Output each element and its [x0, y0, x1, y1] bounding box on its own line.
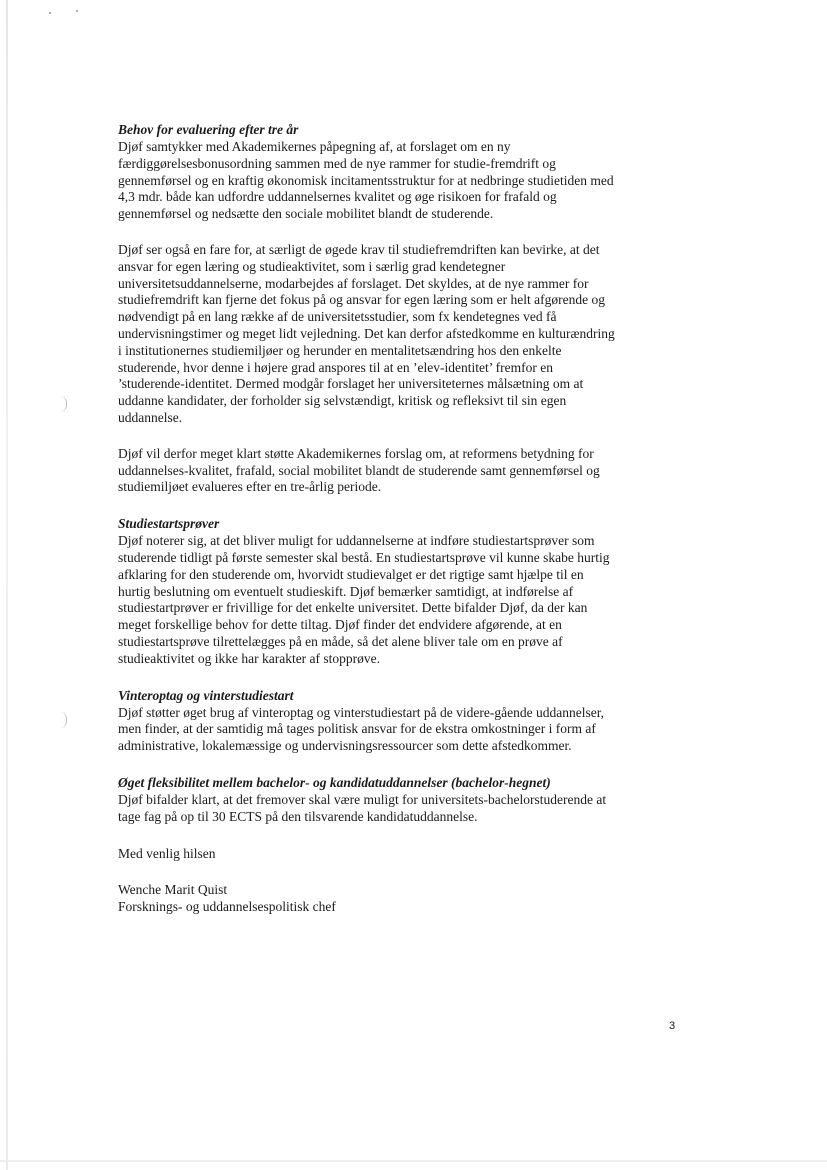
- section-flexibility: [118, 775, 618, 826]
- scan-bottom-edge: [0, 1160, 827, 1162]
- signature-block: [118, 881, 618, 915]
- paragraph: Djøf bifalder klart, at det fremover skal være muligt for universitets-bachelorstuderende at tage fag på op til 30 ECTS på den tilsvarende kandidatuddannelse.: [118, 791, 607, 824]
- paragraph: Djøf ser også en fare for, at særligt de øgede krav til studiefremdriften kan bevirke, at det ansvar for egen læring og studieaktivitet, som i særlig grad kendetegner universitetsuddannelserne, modarbejdes af forslaget. Det skyldes, at de nye rammer for studiefremdrift kan fjerne det fokus på og ansvar for egen læring som er helt afgørende og nødvendigt på en lang række af de universitetsstudier, som fx kendetegnes ved få undervisningstimer og meget lidt vejledning. Det kan derfor afstedkomme en kulturændring i institutionernes studiemiljøer og herunder en mentalitetsændring hos den enkelte studerende, hvor denne i højere grad anspores til at en ’elev-identitet’ fremfor en ’studerende-identitet. Dermed modgår forslaget her universiteternes målsætning om at uddanne kandidater, der forholder sig selvstændigt, kritisk og refleksivt til sin egen uddannelse.: [118, 241, 615, 425]
- section-heading: Øget fleksibilitet mellem bachelor- og kandidatuddannelser (bachelor-hegnet): [118, 774, 551, 790]
- section-heading: Studiestartsprøver: [118, 516, 220, 532]
- paragraph: Djøf samtykker med Akademikernes påpegning af, at forslaget om en ny færdiggørelsesbonusordning sammen med de nye rammer for studie-fremdrift og gennemførsel og en kraftig økonomisk incitamentsstruktur for at nedbringe studietiden med 4,3 mdr. både kan udfordre uddannelsernes kvalitet og øge risikoen for frafald og gennemførsel og nedsætte den sociale mobilitet blandt de studerende.: [118, 139, 614, 222]
- punch-hole-mark: [60, 712, 67, 728]
- signature-name: Wenche Marit Quist: [118, 882, 228, 898]
- scan-speck: [49, 12, 51, 14]
- paragraph: Djøf vil derfor meget klart støtte Akademikernes forslag om, at reformens betydning for uddannelses-kvalitet, frafald, social mobilitet blandt de studerende samt gennemførsel og studiemiljøet evalueres efter en tre-årlig periode.: [118, 445, 600, 495]
- page-number: 3: [669, 1020, 676, 1032]
- section-study-start-tests: [118, 516, 618, 667]
- section-heading: Vinteroptag og vinterstudiestart: [118, 687, 294, 703]
- punch-hole-mark: [60, 396, 67, 412]
- closing-greeting: Med venlig hilsen: [118, 845, 216, 861]
- paragraph: Djøf støtter øget brug af vinteroptag og vinterstudiestart på de videre-gående uddannelser, men finder, at der samtidig må tages politisk ansvar for de ekstra omkostninger i form af administrative, lokalemæssige og undervisningsressourcer som dette afstedkommer.: [118, 704, 605, 754]
- letter-body: [118, 122, 618, 915]
- section-winter-intake: [118, 688, 618, 755]
- scan-left-edge: [6, 0, 8, 1170]
- scan-speck: [76, 10, 78, 12]
- section-evaluation: [118, 122, 618, 496]
- signature-title: Forsknings- og uddannelsespolitisk chef: [118, 899, 336, 915]
- section-heading: Behov for evaluering efter tre år: [118, 122, 299, 137]
- paragraph: Djøf noterer sig, at det bliver muligt for uddannelserne at indføre studiestartsprøver som studerende tidligt på første semester skal bestå. En studiestartsprøve vil kunne skabe hurtig afklaring for den studerende om, hvorvidt studievalget er det rigtige samt hjælpe til en hurtig beslutning om eventuelt studieskift. Djøf bemærker samtidigt, at indførelse af studiestartprøver er frivillige for det enkelte universitet. Dette bifalder Djøf, da der kan meget forskellige behov for dette tiltag. Djøf finder det endvidere afgørende, at en studiestartsprøve tilrettelægges på en måde, så det alene bliver tale om en prøve af studieaktivitet og ikke har karakter af stopprøve.: [118, 533, 610, 666]
